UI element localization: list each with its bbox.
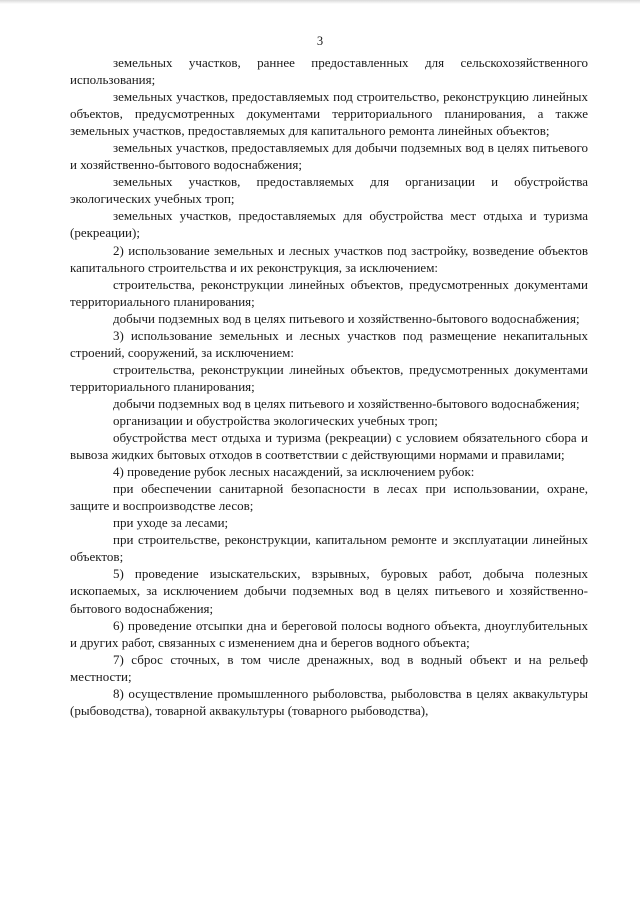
paragraph-11: добычи подземных вод в целях питьевого и хозяйственно-бытового водоснабжения; bbox=[113, 395, 580, 411]
paragraph-8: добычи подземных вод в целях питьевого и хозяйственно-бытового водоснабжения; bbox=[113, 310, 580, 326]
page-number: 3 bbox=[316, 34, 324, 48]
paragraph-5: земельных участков, предоставляемых для обустройства мест отдыха и туризма (рекреации); bbox=[70, 208, 588, 241]
document-body bbox=[70, 54, 588, 719]
paragraph-16: при уходе за лесами; bbox=[113, 515, 229, 531]
paragraph-19: 6) проведение отсыпки дна и береговой полосы водного объекта, дноуглубительных и других работ, связанных с изменением дна и берегов водного объекта; bbox=[70, 617, 588, 650]
paragraph-2: земельных участков, предоставляемых под строительство, реконструкцию линейных объектов, предусмотренных документами территориального планирования, а также земельных участков, предоставляемых для капитального ремонта линейных объектов; bbox=[70, 89, 588, 139]
paragraph-21: 8) осуществление промышленного рыболовства, рыболовства в целях аквакультуры (рыбоводства), товарной аквакультуры (товарного рыбоводства), bbox=[70, 685, 588, 718]
paragraph-6: 2) использование земельных и лесных участков под застройку, возведение объектов капитального строительства и их реконструкция, за исключением: bbox=[70, 242, 588, 275]
paragraph-4: земельных участков, предоставляемых для организации и обустройства экологических учебных троп; bbox=[70, 174, 588, 207]
paragraph-3: земельных участков, предоставляемых для добычи подземных вод в целях питьевого и хозяйственно-бытового водоснабжения; bbox=[70, 140, 588, 173]
paragraph-9: 3) использование земельных и лесных участков под размещение некапитальных строений, сооружений, за исключением: bbox=[70, 327, 588, 360]
scan-top-edge bbox=[0, 0, 640, 4]
paragraph-14: 4) проведение рубок лесных насаждений, за исключением рубок: bbox=[113, 464, 475, 480]
paragraph-20: 7) сброс сточных, в том числе дренажных, вод в водный объект и на рельеф местности; bbox=[70, 651, 588, 684]
paragraph-15: при обеспечении санитарной безопасности в лесах при использовании, охране, защите и воспроизводстве лесов; bbox=[70, 481, 588, 514]
paragraph-18: 5) проведение изыскательских, взрывных, буровых работ, добыча полезных ископаемых, за исключением добычи подземных вод в целях питьевого и хозяйственно-бытового водоснабжения; bbox=[70, 566, 588, 616]
paragraph-12: организации и обустройства экологических учебных троп; bbox=[113, 412, 438, 428]
paragraph-17: при строительстве, реконструкции, капитальном ремонте и эксплуатации линейных объектов; bbox=[70, 532, 588, 565]
paragraph-13: обустройства мест отдыха и туризма (рекреации) с условием обязательного сбора и вывоза жидких бытовых отходов в соответствии с действующими нормами и правилами; bbox=[70, 430, 588, 463]
paragraph-10: строительства, реконструкции линейных объектов, предусмотренных документами территориального планирования; bbox=[70, 361, 588, 394]
paragraph-7: строительства, реконструкции линейных объектов, предусмотренных документами территориального планирования; bbox=[70, 276, 588, 309]
paragraph-1: земельных участков, раннее предоставленных для сельскохозяйственного использования; bbox=[70, 55, 588, 88]
